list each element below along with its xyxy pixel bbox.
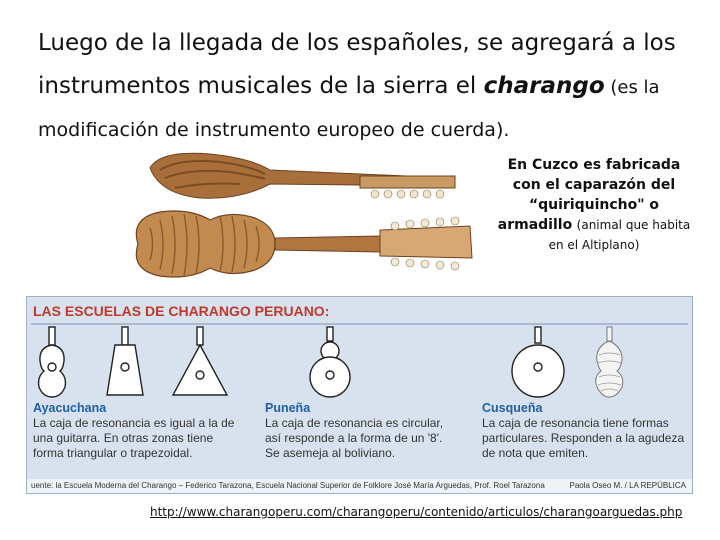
credits-author: Paola Oseo M. / LA REPÚBLICA (569, 481, 686, 490)
school-desc-line: una guitarra. En otras zonas tiene (33, 431, 214, 445)
school-ayacuchana (33, 401, 234, 461)
school-desc-line: así responde a la forma de un '8'. (265, 431, 443, 445)
school-name: Puneña (265, 401, 311, 415)
school-cusquena (482, 401, 684, 461)
source-link[interactable]: http://www.charangoperu.com/charangoperu/contenido/articulos/charangoarguedas.php (150, 505, 683, 519)
panel-title: LAS ESCUELAS DE CHARANGO PERUANO: (33, 303, 330, 319)
charango-shapes (27, 325, 692, 401)
triangle-shape-icon (173, 327, 227, 395)
school-desc-line: de nota que emiten. (482, 446, 589, 460)
charango-front-view (136, 211, 472, 277)
cusco-round-icon (512, 327, 564, 397)
heading-line-3: modificación de instrumento europeo de cuerda). (38, 119, 510, 141)
credits-source: uente: la Escuela Moderna del Charango – Federico Tarazona, Escuela Nacional Superior de Folklore José María Arguedas, Prof. Roel Tarazona (31, 481, 545, 490)
cuzco-note-main: En Cuzco es fabricada con el caparazón del “quiriquincho" o armadillo (497, 157, 681, 233)
heading-line-1: Luego de la llegada de los españoles, se agregará a los (38, 30, 676, 56)
school-name: Cusqueña (482, 401, 543, 415)
charango-schools-panel (26, 296, 693, 494)
school-desc-line: Se asemeja al boliviano. (265, 446, 396, 460)
heading-line-2-suffix: (es la (604, 77, 660, 98)
school-desc-line: particulares. Responden a la agudeza (482, 431, 685, 445)
cuzco-note (494, 155, 694, 255)
guitar-shape-icon (39, 327, 66, 397)
charango-photo (120, 148, 480, 286)
school-desc-line: forma triangular o trapezoidal. (33, 446, 193, 460)
school-name: Ayacuchana (33, 401, 107, 415)
school-desc-line: La caja de resonancia tiene formas (482, 416, 669, 430)
school-punena (265, 401, 443, 461)
trapezoid-shape-icon (107, 327, 143, 395)
armadillo-shell-icon (596, 327, 623, 397)
puno-figure-eight-icon (310, 327, 350, 397)
charango-back-view (150, 153, 455, 198)
heading (38, 22, 698, 152)
school-desc-line: La caja de resonancia es circular, (265, 416, 444, 430)
charango-term: charango (483, 73, 605, 99)
heading-line-2-prefix: instrumentos musicales de la sierra el (38, 73, 484, 99)
panel-credits (27, 479, 692, 493)
heading-line-2 (38, 65, 698, 109)
school-desc-line: La caja de resonancia es igual a la de (33, 416, 235, 430)
cuzco-note-detail: (animal que habita en el Altiplano) (548, 218, 691, 252)
